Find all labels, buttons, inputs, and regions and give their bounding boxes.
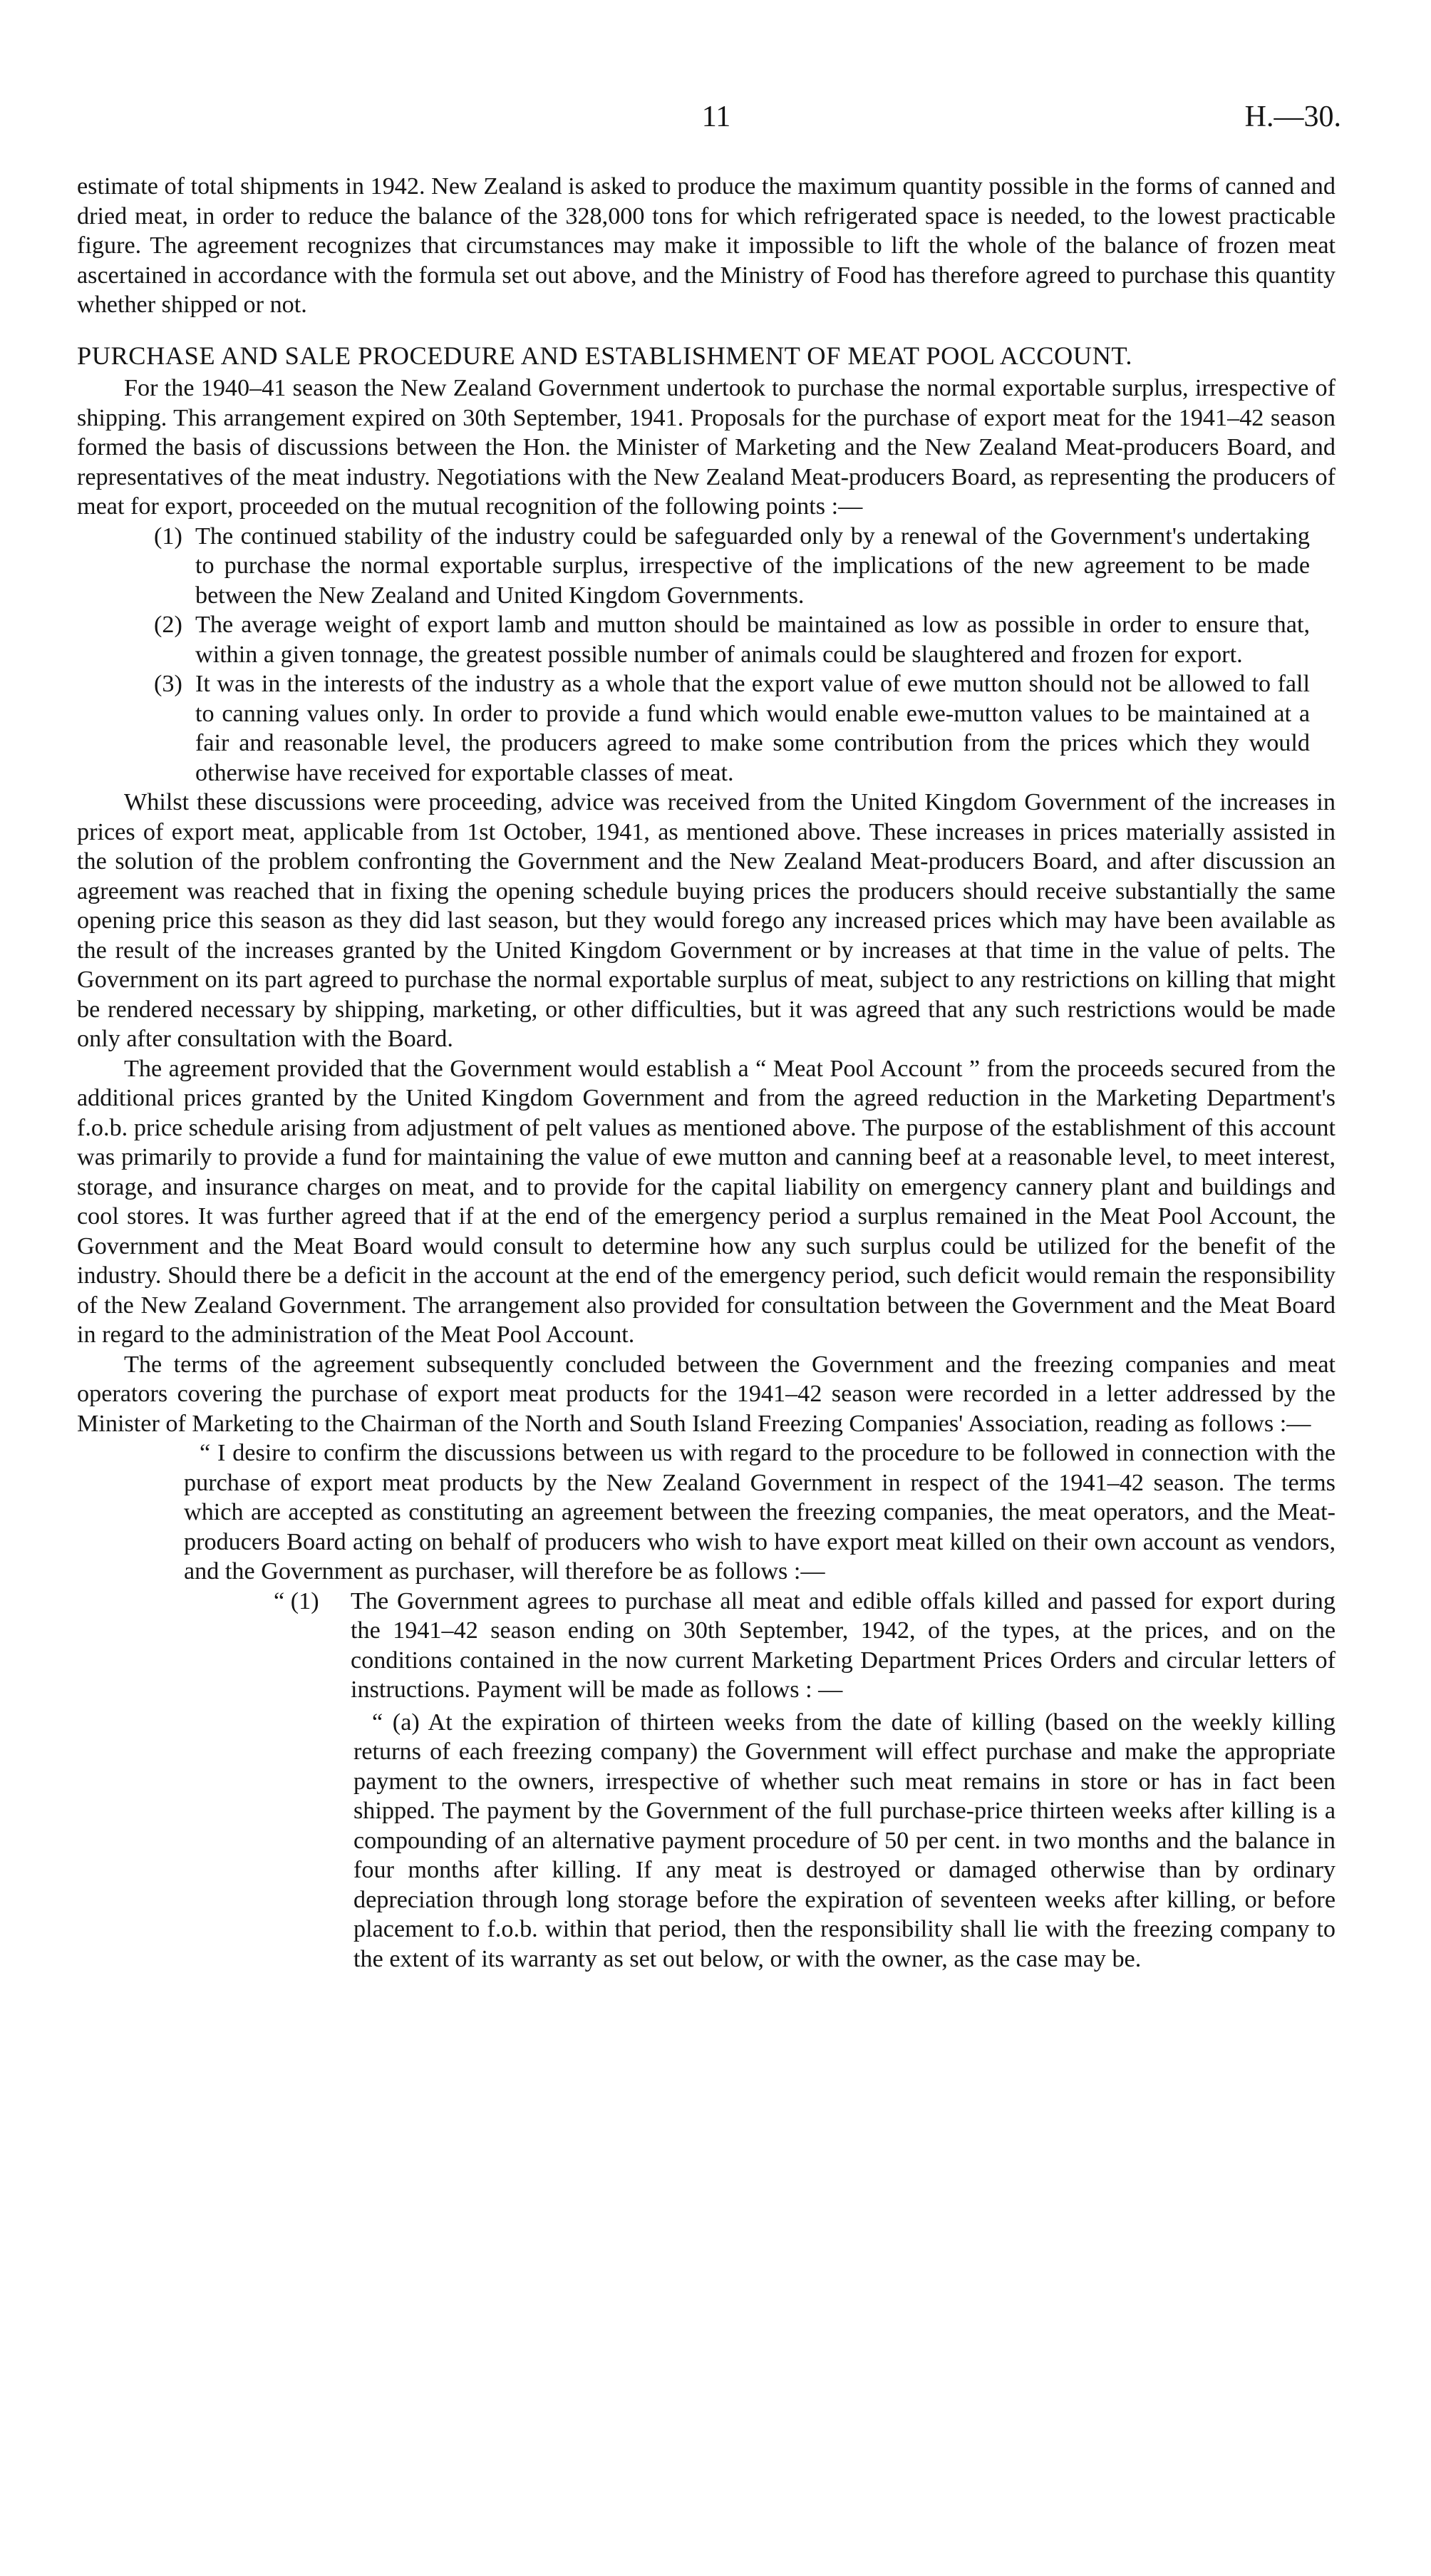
point-text: The continued stability of the industry could be safeguarded only by a renewal of the Government's undertaking to purchase the normal exportable surplus, irrespective of the implications of the new agreement to be made between the New Zealand and United Kingdom Governments. xyxy=(195,522,1310,609)
point-text: The average weight of export lamb and mutton should be maintained as low as possible in order to ensure that, within a given tonnage, the greatest possible number of animals could be slaughtered and frozen for export. xyxy=(195,612,1310,668)
paragraph-discussions: Whilst these discussions were proceeding, advice was received from the United Kingdom Government of the increases in prices of export meat, applicable from 1st October, 1941, as mentioned above. These increases in prices materially assisted in the solution of the problem confronting the Government and the New Zealand Meat-producers Board, and after discussion an agreement was reached that in fixing the opening schedule buying prices the producers should receive substantially the same opening price this season as they did last season, but they would forego any increased prices which may have been available as the result of the increases granted by the United Kingdom Government or by increases at that time in the value of pelts. The Government on its part agreed to purchase the normal exportable surplus of meat, subject to any restrictions on killing that might be rendered necessary by shipping, marketing, or other difficulties, but it was agreed that any such restrictions would be made only after consultation with the Board. xyxy=(77,789,1336,1052)
point-number: (2) xyxy=(154,612,182,638)
clause-number: “ (1) xyxy=(274,1587,319,1614)
point-number: (3) xyxy=(154,671,182,697)
letter-clause-1 xyxy=(274,1587,1336,1705)
letter-subclause-a: “ (a) At the expiration of thirteen weeks from the date of killing (based on the weekly killing returns of each freezing company) the Government will effect purchase and make the appropriate payment to the owners, irrespective of whether such meat remains in store or has in fact been shipped. The payment by the Government of the full purchase-price thirteen weeks after killing is a compounding of an alternative payment procedure of 50 per cent. in two months and the balance in four months after killing. If any meat is destroyed or damaged otherwise than by ordinary depreciation through long storage before the expiration of seventeen weeks after killing, or before placement to f.o.b. within that period, then the responsibility shall lie with the freezing company to the extent of its warranty as set out below, or with the owner, as the case may be. xyxy=(353,1709,1336,1972)
point-item xyxy=(154,522,1310,611)
point-text: It was in the interests of the industry as a whole that the export value of ewe mutton should not be allowed to fall to canning values only. In order to provide a fund which would enable ewe-mutton values to be maintained at a fair and reasonable level, the producers agreed to make some contribution from the prices which they would otherwise have received for exportable classes of meat. xyxy=(195,671,1310,786)
paragraph-agreement-terms: The terms of the agreement subsequently concluded between the Government and the freezing companies and meat operators covering the purchase of export meat products for the 1941–42 season were recorded in a letter addressed by the Minister of Marketing to the Chairman of the North and South Island Freezing Companies' Association, reading as follows :— xyxy=(77,1351,1336,1437)
paragraph-meat-pool-account: The agreement provided that the Government would establish a “ Meat Pool Account ” from the proceeds secured from the additional prices granted by the United Kingdom Government and from the agreed reduction in the Marketing Department's f.o.b. price schedule arising from adjustment of pelt values as mentioned above. The purpose of the establishment of this account was primarily to provide a fund for maintaining the value of ewe mutton and canning beef at a reasonable level, to meet interest, storage, and insurance charges on meat, and to provide for the capital liability on emergency cannery plant and buildings and cool stores. It was further agreed that if at the end of the emergency period a surplus remained in the Meat Pool Account, the Government and the Meat Board would consult to determine how any such surplus could be utilized for the benefit of the industry. Should there be a deficit in the account at the end of the emergency period, such deficit would remain the responsibility of the New Zealand Government. The arrangement also provided for consultation between the Government and the Meat Board in regard to the administration of the Meat Pool Account. xyxy=(77,1055,1336,1348)
letter-opening: “ I desire to confirm the discussions between us with regard to the procedure to be followed in connection with the purchase of export meat products by the New Zealand Government in respect of the 1941–42 season. The terms which are accepted as constituting an agreement between the freezing companies, the meat operators, and the Meat-producers Board acting on behalf of producers who wish to have export meat killed on their own account as vendors, and the Government as purchaser, will therefore be as follows :— xyxy=(184,1440,1336,1585)
document-reference: H.—30. xyxy=(1244,101,1341,133)
section-heading: PURCHASE AND SALE PROCEDURE AND ESTABLISHMENT OF MEAT POOL ACCOUNT. xyxy=(77,341,1132,370)
point-item xyxy=(154,610,1310,669)
point-item xyxy=(154,669,1310,788)
intro-paragraph: For the 1940–41 season the New Zealand Government undertook to purchase the normal exportable surplus, irrespective of shipping. This arrangement expired on 30th September, 1941. Proposals for the purchase of export meat for the 1941–42 season formed the basis of discussions between the Hon. the Minister of Marketing and the New Zealand Meat-producers Board, and representatives of the meat industry. Negotiations with the New Zealand Meat-producers Board, as representing the producers of meat for export, proceeded on the mutual recognition of the following points :— xyxy=(77,375,1336,520)
continued-paragraph: estimate of total shipments in 1942. New Zealand is asked to produce the maximum quantity possible in the forms of canned and dried meat, in order to reduce the balance of the 328,000 tons for which refrigerated space is needed, to the lowest practicable figure. The agreement recognizes that circumstances may make it impossible to lift the whole of the balance of frozen meat ascertained in accordance with the formula set out above, and the Ministry of Food has therefore agreed to purchase this quantity whether shipped or not. xyxy=(77,173,1336,318)
clause-text: The Government agrees to purchase all meat and edible offals killed and passed for export during the 1941–42 season ending on 30th September, 1942, of the types, at the prices, and on the conditions contained in the now current Marketing Department Prices Orders and circular letters of instructions. Payment will be made as follows : — xyxy=(351,1587,1336,1703)
point-number: (1) xyxy=(154,522,182,550)
page-number: 11 xyxy=(701,101,731,133)
document-body xyxy=(77,172,1336,1974)
